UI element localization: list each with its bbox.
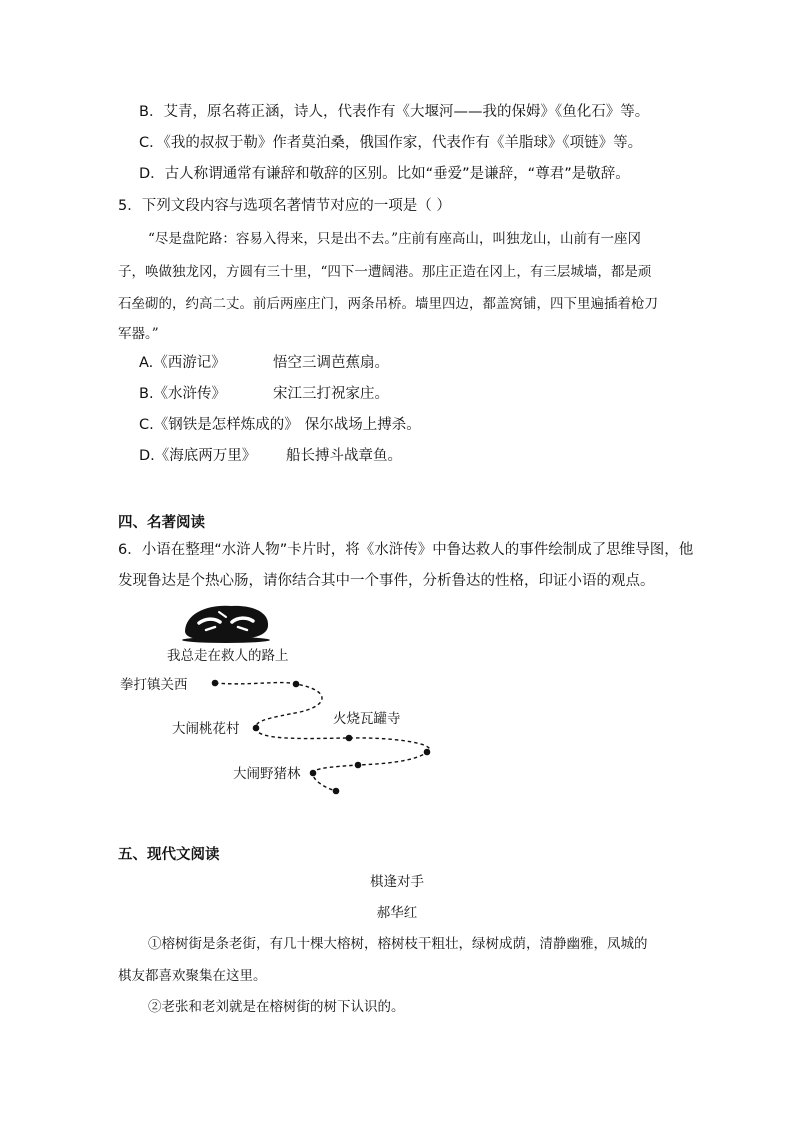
q5-passage-line-3: 石垒砌的，约高二丈。前后两座庄门，两条吊桥。墙里四边，都盖窝铺，四下里遍插着枪刀 [118, 296, 658, 312]
q4-option-c: C．《我的叔叔于勒》作者莫泊桑，俄国作家，代表作有《羊脂球》《项链》等。 [139, 135, 643, 151]
event-label-4: 大闹野猪林 [233, 766, 301, 782]
node-dot [424, 749, 431, 756]
q5-option-d-plot: 船长搏斗战章鱼。 [286, 448, 402, 464]
node-dot [212, 680, 219, 687]
q4-option-b: B．艾青，原名蒋正涵，诗人，代表作有《大堰河——我的保姆》《鱼化石》等。 [139, 104, 650, 120]
q6-line-2: 发现鲁达是个热心肠，请你结合其中一个事件，分析鲁达的性格，印证小语的观点。 [118, 573, 655, 589]
q5-option-b [139, 384, 389, 404]
article-paragraph-1-cont: 棋友都喜欢聚集在这里。 [118, 968, 267, 984]
mindmap-caption: 我总走在救人的路上 [167, 648, 289, 664]
q5-passage-line-4: 军器。” [118, 326, 159, 342]
q6-line-1: 6．小语在整理“水浒人物”卡片时，将《水浒传》中鲁达救人的事件绘制成了思维导图，他 [118, 542, 694, 558]
q5-option-c-plot: 保尔战场上搏杀。 [304, 417, 421, 433]
q5-option-c-book: C.《钢铁是怎样炼成的》 [139, 417, 299, 433]
event-label-1: 拳打镇关西 [120, 677, 188, 693]
event-label-2: 大闹桃花村 [172, 721, 240, 737]
q5-option-b-plot: 宋江三打祝家庄。 [273, 386, 389, 402]
q5-option-a-book: A.《西游记》 [139, 355, 226, 371]
q5-passage-line-1: “尽是盘陀路：容易入得来，只是出不去。”庄前有座高山，叫独龙山，山前有一座冈 [148, 231, 642, 247]
node-dot [333, 788, 340, 795]
q5-option-d [139, 446, 402, 466]
q5-option-a [139, 353, 389, 373]
mindmap-diagram [0, 595, 794, 810]
q5-option-d-book: D.《海底两万里》 [139, 448, 257, 464]
section4-heading: 四、名著阅读 [118, 515, 205, 531]
article-title: 棋逢对手 [370, 874, 424, 890]
node-dot [355, 762, 362, 769]
q4-option-d: D．古人称谓通常有谦辞和敬辞的区别。比如“垂爱”是谦辞，“尊君”是敬辞。 [139, 166, 630, 182]
node-dot [310, 770, 317, 777]
article-author: 郝华红 [376, 905, 418, 921]
luda-head-icon [182, 606, 270, 643]
q5-option-b-book: B.《水浒传》 [139, 386, 227, 402]
section5-heading: 五、现代文阅读 [118, 847, 220, 863]
node-dot [293, 681, 300, 688]
q5-option-a-plot: 悟空三调芭蕉扇。 [273, 355, 389, 371]
article-paragraph-2: ②老张和老刘就是在榕树街的树下认识的。 [148, 999, 405, 1015]
node-dot [346, 735, 353, 742]
event-label-3: 火烧瓦罐寺 [333, 711, 401, 727]
node-dot [253, 725, 260, 732]
q5-option-c [139, 415, 421, 435]
q5-passage-line-2: 子，唤做独龙冈，方圆有三十里，“四下一遭阔港。那庄正造在冈上，有三层城墙，都是顽 [118, 264, 652, 280]
article-paragraph-1: ①榕树街是条老街，有几十棵大榕树，榕树枝干粗壮，绿树成荫，清静幽雅，凤城的 [148, 936, 648, 952]
q5-stem: 5．下列文段内容与选项名著情节对应的一项是（ ） [118, 198, 451, 214]
